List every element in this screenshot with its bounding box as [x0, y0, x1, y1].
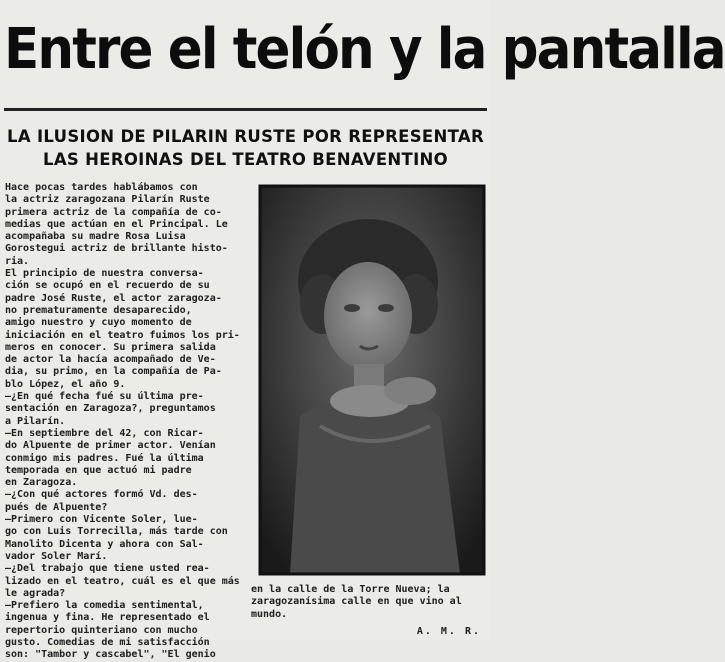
article-line: amigo nuestro y cuyo momento de: [5, 317, 192, 329]
headline: Entre el telón y la pantalla: [4, 17, 725, 82]
article-line: do Alpuente de primer actor. Venían: [5, 440, 216, 452]
article-line: sentación en Zaragoza?, preguntamos: [5, 403, 216, 415]
article-column-right: [251, 584, 487, 640]
portrait-photo: [260, 186, 484, 574]
article-line: primera actriz de la compañía de co-: [5, 206, 222, 218]
headline-rule: [4, 108, 487, 111]
article-line: ción se ocupó en el recuerdo de su: [5, 280, 210, 292]
article-line: iniciación en el teatro fuimos los pri-: [5, 329, 240, 341]
article-line: acompañaba su madre Rosa Luisa: [5, 231, 186, 243]
article-line: —En septiembre del 42, con Ricar-: [5, 427, 204, 439]
article-line: temporada en que actuó mi padre: [5, 464, 192, 476]
article-line: blo López, el año 9.: [5, 378, 126, 390]
article-line: Gorostegui actriz de brillante histo-: [5, 243, 228, 255]
article-line: go con Luis Torrecilla, más tarde con: [5, 526, 228, 538]
article-line: —Prefiero la comedia sentimental,: [5, 600, 204, 612]
subhead-line-1: LA ILUSION DE PILARIN RUSTE POR REPRESENTAR: [7, 127, 484, 146]
article-line: medias que actúan en el Principal. Le: [5, 218, 228, 230]
article-line: —Primero con Vicente Soler, lue-: [5, 514, 198, 526]
article-line: repertorio quinteriano con mucho: [5, 624, 198, 636]
article-line: zaragozanísima calle en que vino al: [251, 596, 462, 608]
article-line: dia, su primo, en la compañía de Pa-: [5, 366, 222, 378]
article-line: ria.: [5, 255, 30, 267]
portrait-illustration: [260, 186, 484, 574]
article-line: mundo.: [251, 608, 288, 620]
article-line: meros en conocer. Su primera salida: [5, 341, 216, 353]
article-column-left: [5, 182, 241, 661]
article-line: en Zaragoza.: [5, 477, 78, 489]
article-line: pués de Alpuente?: [5, 501, 108, 513]
article-line: en la calle de la Torre Nueva; la: [251, 584, 450, 595]
article-line: lizado en el teatro, cuál es el que más: [5, 575, 240, 587]
article-line: le agrada?: [5, 587, 66, 599]
article-line: la actriz zaragozana Pilarín Ruste: [5, 194, 210, 206]
article-line: conmigo mis padres. Fué la última: [5, 452, 204, 464]
article-line: El principio de nuestra conversa-: [5, 268, 204, 280]
article-line: a Pilarín.: [5, 415, 66, 427]
article-line: —¿Con qué actores formó Vd. des-: [5, 489, 198, 501]
article-line: gusto. Comedias de mi satisfacción: [5, 636, 210, 648]
article-line: ingenua y fina. He representado el: [5, 612, 210, 624]
article-line: vador Soler Marí.: [5, 550, 108, 562]
article-line: —¿Del trabajo que tiene usted rea-: [5, 563, 210, 575]
article-line: Hace pocas tardes hablábamos con: [5, 182, 198, 193]
author-signature: A. M. R.: [416, 625, 481, 637]
article-line: —¿En qué fecha fué su última pre-: [5, 391, 204, 403]
subhead-line-2: LAS HEROINAS DEL TEATRO BENAVENTINO: [43, 150, 448, 169]
article-line: Manolito Dicenta y ahora con Sal-: [5, 538, 204, 550]
article-line: de actor la hacía acompañado de Ve-: [5, 354, 216, 366]
article-line: padre José Ruste, el actor zaragoza-: [5, 292, 222, 304]
article-line: no prematuramente desaparecido,: [5, 304, 192, 316]
article-line: son: "Tambor y cascabel", "El genio: [5, 649, 216, 661]
